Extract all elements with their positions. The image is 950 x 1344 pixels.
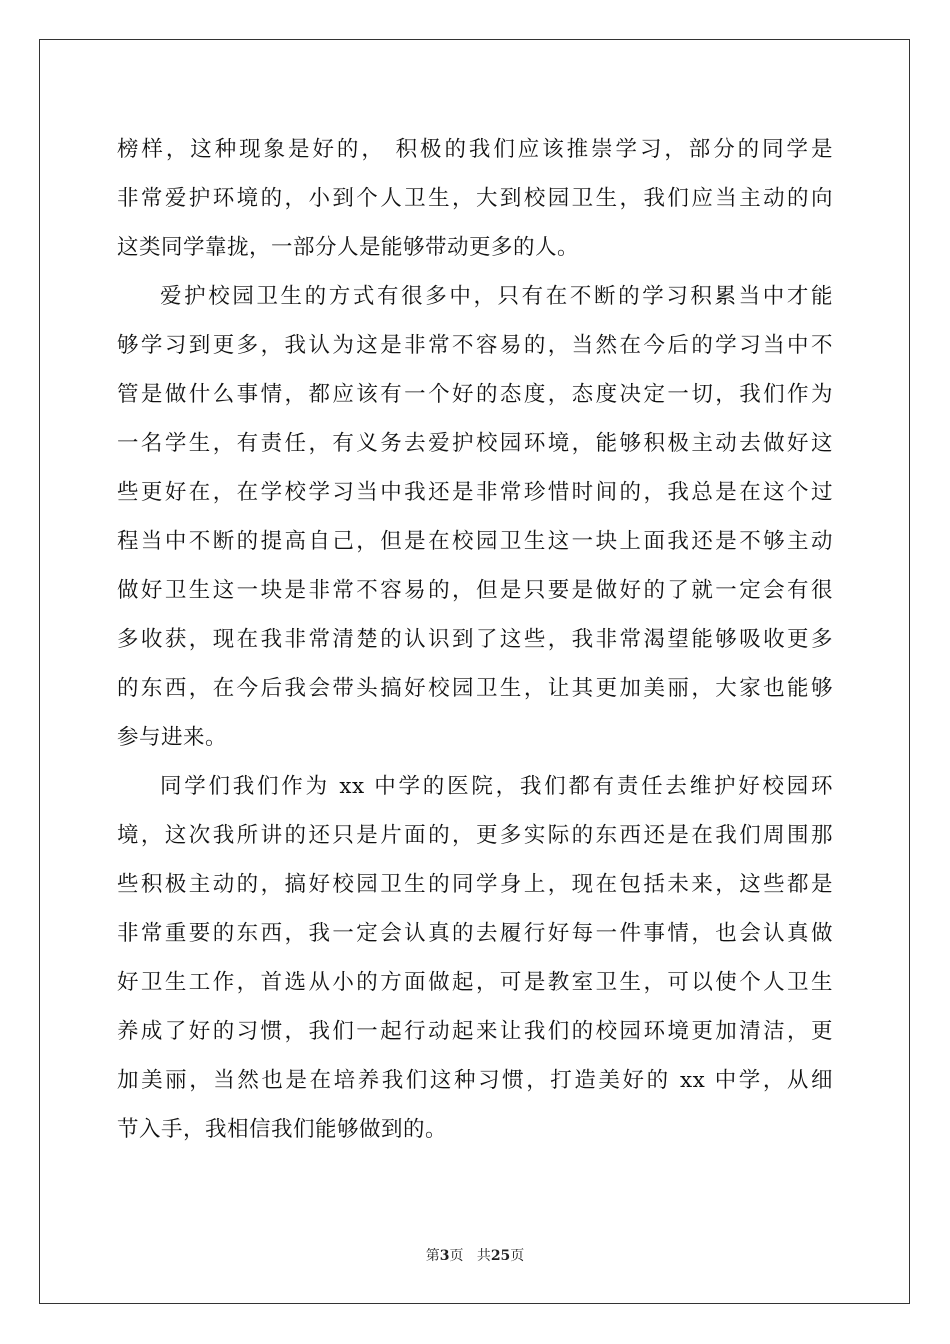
paragraph-start-line: 爱护校园卫生的方式有很多中，只有在不断的学习积累当中才能 — [160, 284, 833, 309]
text-line: 做好卫生这一块是非常不容易的，但是只要是做好的了就一定会有很 — [117, 578, 833, 603]
paragraph-start-line: 同学们我们作为 xx 中学的医院，我们都有责任去维护好校园环 — [160, 774, 833, 799]
page-footer — [0, 1246, 950, 1266]
total-pages: 25 — [490, 1248, 511, 1264]
text-line: 些积极主动的，搞好校园卫生的同学身上，现在包括未来，这些都是 — [117, 872, 833, 897]
total-prefix: 共 — [476, 1248, 491, 1264]
text-line: 一名学生，有责任，有义务去爱护校园环境，能够积极主动去做好这 — [117, 431, 833, 456]
text-line: 榜样，这种现象是好的， 积极的我们应该推崇学习，部分的同学是 — [117, 137, 833, 162]
text-line: 节入手，我相信我们能够做到的。 — [117, 1117, 448, 1142]
text-line: 养成了好的习惯，我们一起行动起来让我们的校园环境更加清洁，更 — [117, 1019, 833, 1044]
text-line: 够学习到更多，我认为这是非常不容易的，当然在今后的学习当中不 — [117, 333, 833, 358]
text-line: 这类同学靠拢，一部分人是能够带动更多的人。 — [117, 235, 580, 260]
text-line: 些更好在，在学校学习当中我还是非常珍惜时间的，我总是在这个过 — [117, 480, 833, 505]
page-number: 3 — [439, 1248, 450, 1264]
text-line: 境，这次我所讲的还只是片面的，更多实际的东西还是在我们周围那 — [117, 823, 833, 848]
page-unit: 页 — [449, 1248, 464, 1264]
text-line: 多收获，现在我非常清楚的认识到了这些，我非常渴望能够吸收更多 — [117, 627, 833, 652]
text-line: 管是做什么事情，都应该有一个好的态度，态度决定一切，我们作为 — [117, 382, 833, 407]
text-line: 参与进来。 — [117, 725, 228, 750]
total-unit: 页 — [510, 1248, 525, 1264]
page-prefix: 第 — [425, 1248, 440, 1264]
text-line: 加美丽，当然也是在培养我们这种习惯，打造美好的 xx 中学，从细 — [117, 1068, 833, 1093]
text-line: 好卫生工作，首选从小的方面做起，可是教室卫生，可以使个人卫生 — [117, 970, 833, 995]
text-line: 程当中不断的提高自己，但是在校园卫生这一块上面我还是不够主动 — [117, 529, 833, 554]
text-line: 的东西，在今后我会带头搞好校园卫生，让其更加美丽，大家也能够 — [117, 676, 833, 701]
text-line: 非常爱护环境的，小到个人卫生，大到校园卫生，我们应当主动的向 — [117, 186, 833, 211]
text-line: 非常重要的东西，我一定会认真的去履行好每一件事情，也会认真做 — [117, 921, 833, 946]
